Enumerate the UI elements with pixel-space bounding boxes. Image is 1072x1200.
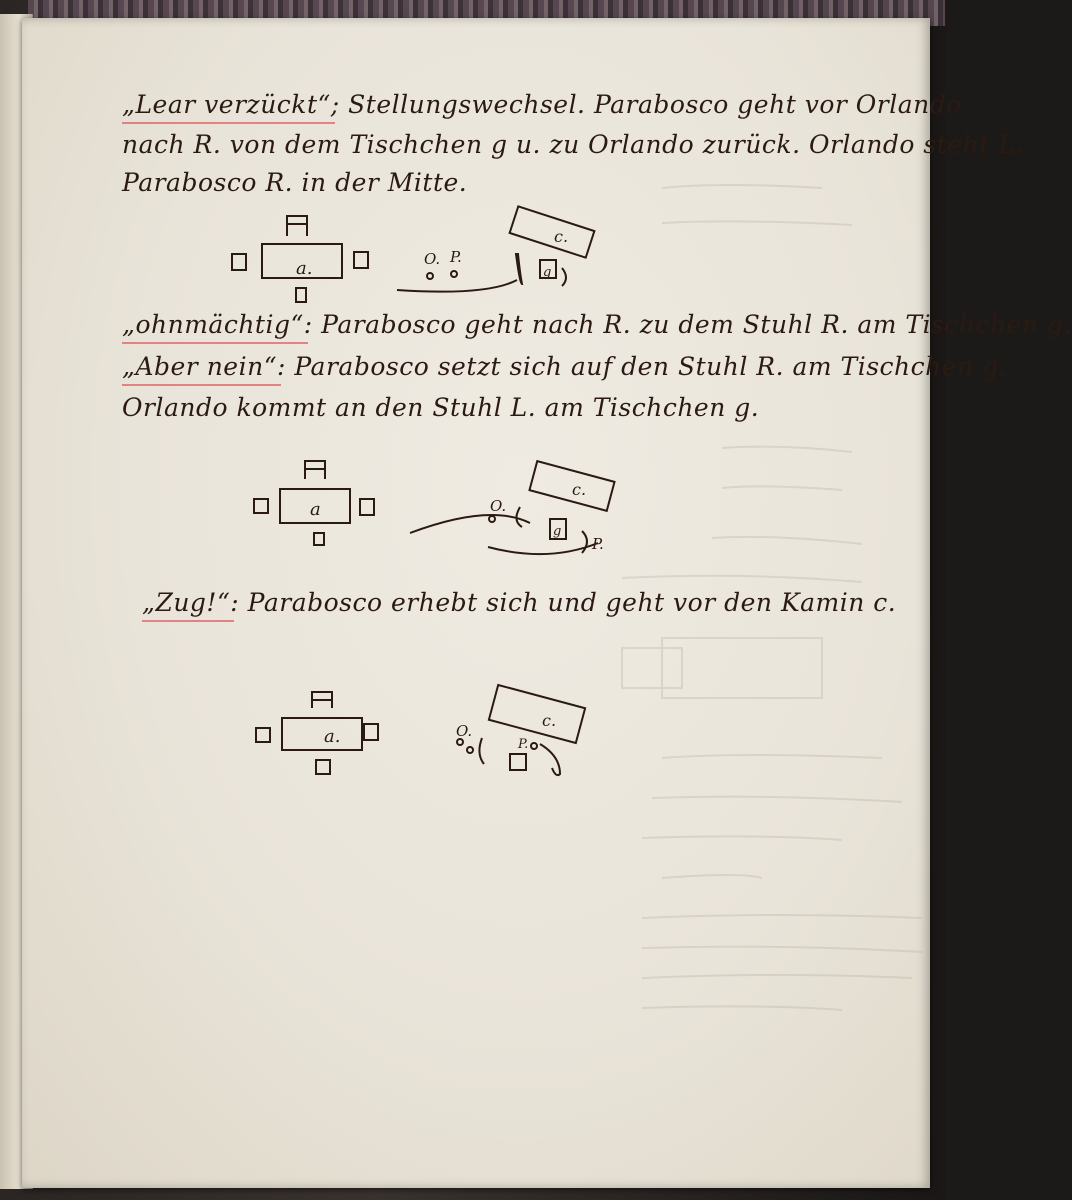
- arrow-path: [397, 280, 517, 292]
- label-parabosco: P.: [592, 535, 604, 553]
- figure-d: [479, 738, 484, 764]
- arrow-path-1: [410, 515, 530, 533]
- label-orlando: O.: [490, 497, 507, 515]
- cue-aber-nein: „Aber nein“: [122, 352, 277, 381]
- chair-left: [254, 499, 268, 513]
- label-table: a.: [296, 258, 313, 279]
- cue-ohnmaechtig: „ohnmächtig“: [122, 310, 304, 339]
- stage-diagram-1: [222, 198, 622, 308]
- label-parabosco: P.: [518, 737, 529, 752]
- chair-left: [232, 254, 246, 270]
- cue-lear: „Lear verzückt“: [122, 90, 331, 119]
- chair-right: [364, 724, 378, 740]
- red-underline: [122, 342, 308, 344]
- figure-d: [516, 254, 522, 284]
- text-line-4: „ohnmächtig“ : Parabosco geht nach R. zu dem Stuhl R. am Tischchen g.: [122, 310, 1072, 339]
- label-piano: c.: [572, 480, 587, 499]
- label-table: a: [310, 499, 321, 520]
- stage-diagram-2: [242, 443, 642, 563]
- manuscript-page: [22, 18, 1072, 1188]
- piano-c: [510, 206, 595, 257]
- label-stool: g: [543, 265, 552, 280]
- chair-left: [256, 728, 270, 742]
- label-parabosco: P.: [450, 248, 462, 266]
- text-line-1: „Lear verzückt“ ; Stellungswechsel. Parabosco geht vor Orlando: [122, 90, 962, 119]
- chair-bottom: [314, 533, 324, 545]
- cue-zug: „Zug!“: [142, 588, 230, 617]
- stool: [510, 754, 526, 770]
- label-stool: g: [553, 524, 562, 539]
- label-orlando: O.: [456, 722, 473, 740]
- chair-d: [582, 531, 587, 553]
- text-line-3: Parabosco R. in der Mitte.: [122, 168, 468, 197]
- chair-bottom: [316, 760, 330, 774]
- chair-top: [287, 216, 307, 236]
- text-line-2: nach R. von dem Tischchen g u. zu Orlando zurück. Orlando steht L.: [122, 130, 1024, 159]
- chair-top: [312, 692, 332, 708]
- stage-diagram-3: [242, 678, 642, 798]
- label-piano: c.: [554, 227, 569, 246]
- red-underline: [122, 122, 335, 124]
- text-line-7: „Zug!“ : Parabosco erhebt sich und geht vor den Kamin c.: [142, 588, 896, 617]
- label-orlando: O.: [424, 250, 441, 268]
- label-table: a.: [324, 726, 341, 747]
- text-line-5: „Aber nein“ : Parabosco setzt sich auf den Stuhl R. am Tischchen g.: [122, 352, 1007, 381]
- chair-right: [360, 499, 374, 515]
- chair-bottom: [296, 288, 306, 302]
- chair-d: [540, 744, 560, 775]
- red-underline: [122, 384, 281, 386]
- chair-d: [562, 268, 566, 286]
- text-line-6: Orlando kommt an den Stuhl L. am Tischchen g.: [122, 393, 760, 422]
- chair-right: [354, 252, 368, 268]
- figure-d: [516, 507, 522, 527]
- table-a: [282, 718, 362, 750]
- red-underline: [142, 620, 234, 622]
- chair-top: [305, 461, 325, 479]
- label-piano: c.: [542, 711, 557, 730]
- piano-c: [489, 685, 585, 743]
